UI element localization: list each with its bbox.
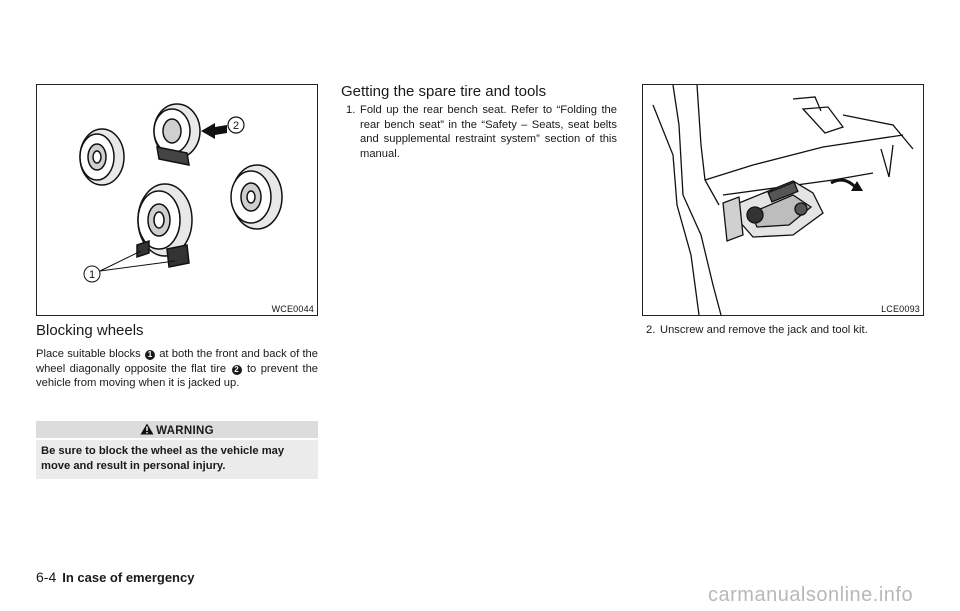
tire-front-left	[137, 184, 192, 267]
step-1-text: Fold up the rear bench seat. Refer to “Folding the rear bench seat” in the “Safety – Seats, seat belts and supplemental restraint system” section of this manual.	[360, 104, 617, 160]
reference-badge-2: 2	[232, 365, 242, 375]
step-2-number: 2.	[646, 324, 656, 336]
warning-box	[36, 421, 318, 479]
jack-tool-kit-figure	[642, 84, 924, 316]
wheel-blocks-illustration	[37, 85, 317, 315]
step-2	[643, 323, 925, 338]
paragraph-text-3: to prevent the vehicle from moving when it is jacked up.	[36, 362, 319, 390]
callout-label-2: 2	[232, 120, 240, 132]
callout-label-1: 1	[88, 269, 96, 281]
step-1	[343, 103, 617, 161]
step-1-number: 1.	[346, 104, 356, 116]
warning-body: Be sure to block the wheel as the vehicle may move and result in personal injury.	[36, 440, 318, 479]
section-heading-blocking-wheels: Blocking wheels	[36, 322, 144, 339]
warning-title: WARNING	[156, 425, 214, 437]
reference-badge-1: 1	[145, 350, 155, 360]
footer-section-title: In case of emergency	[62, 570, 195, 585]
warning-triangle-icon	[140, 423, 154, 435]
paragraph-text-1: Place suitable blocks	[36, 348, 141, 360]
watermark-text: carmanualsonline.info	[708, 584, 914, 606]
step-2-text: Unscrew and remove the jack and tool kit.	[660, 324, 868, 336]
section-heading-spare-tire: Getting the spare tire and tools	[341, 83, 547, 100]
paragraph-text-2: at both the front and back of the wheel diagonally opposite the flat tire	[36, 348, 319, 375]
page-footer	[36, 569, 194, 587]
figure-code: LCE0093	[881, 304, 920, 314]
jack-icon	[739, 181, 823, 237]
tool-kit-icon	[723, 197, 743, 241]
tire-front-right	[231, 165, 282, 229]
tire-rear-left	[80, 129, 124, 185]
page-number: 6-4	[36, 569, 57, 585]
figure-code: WCE0044	[271, 304, 314, 314]
warning-header	[36, 421, 318, 438]
seat-frame-outline	[673, 85, 721, 315]
blocking-wheels-paragraph	[36, 347, 318, 391]
tire-blocked-top	[154, 104, 200, 165]
wheel-blocks-figure	[36, 84, 318, 316]
jack-tool-kit-illustration	[643, 85, 923, 315]
